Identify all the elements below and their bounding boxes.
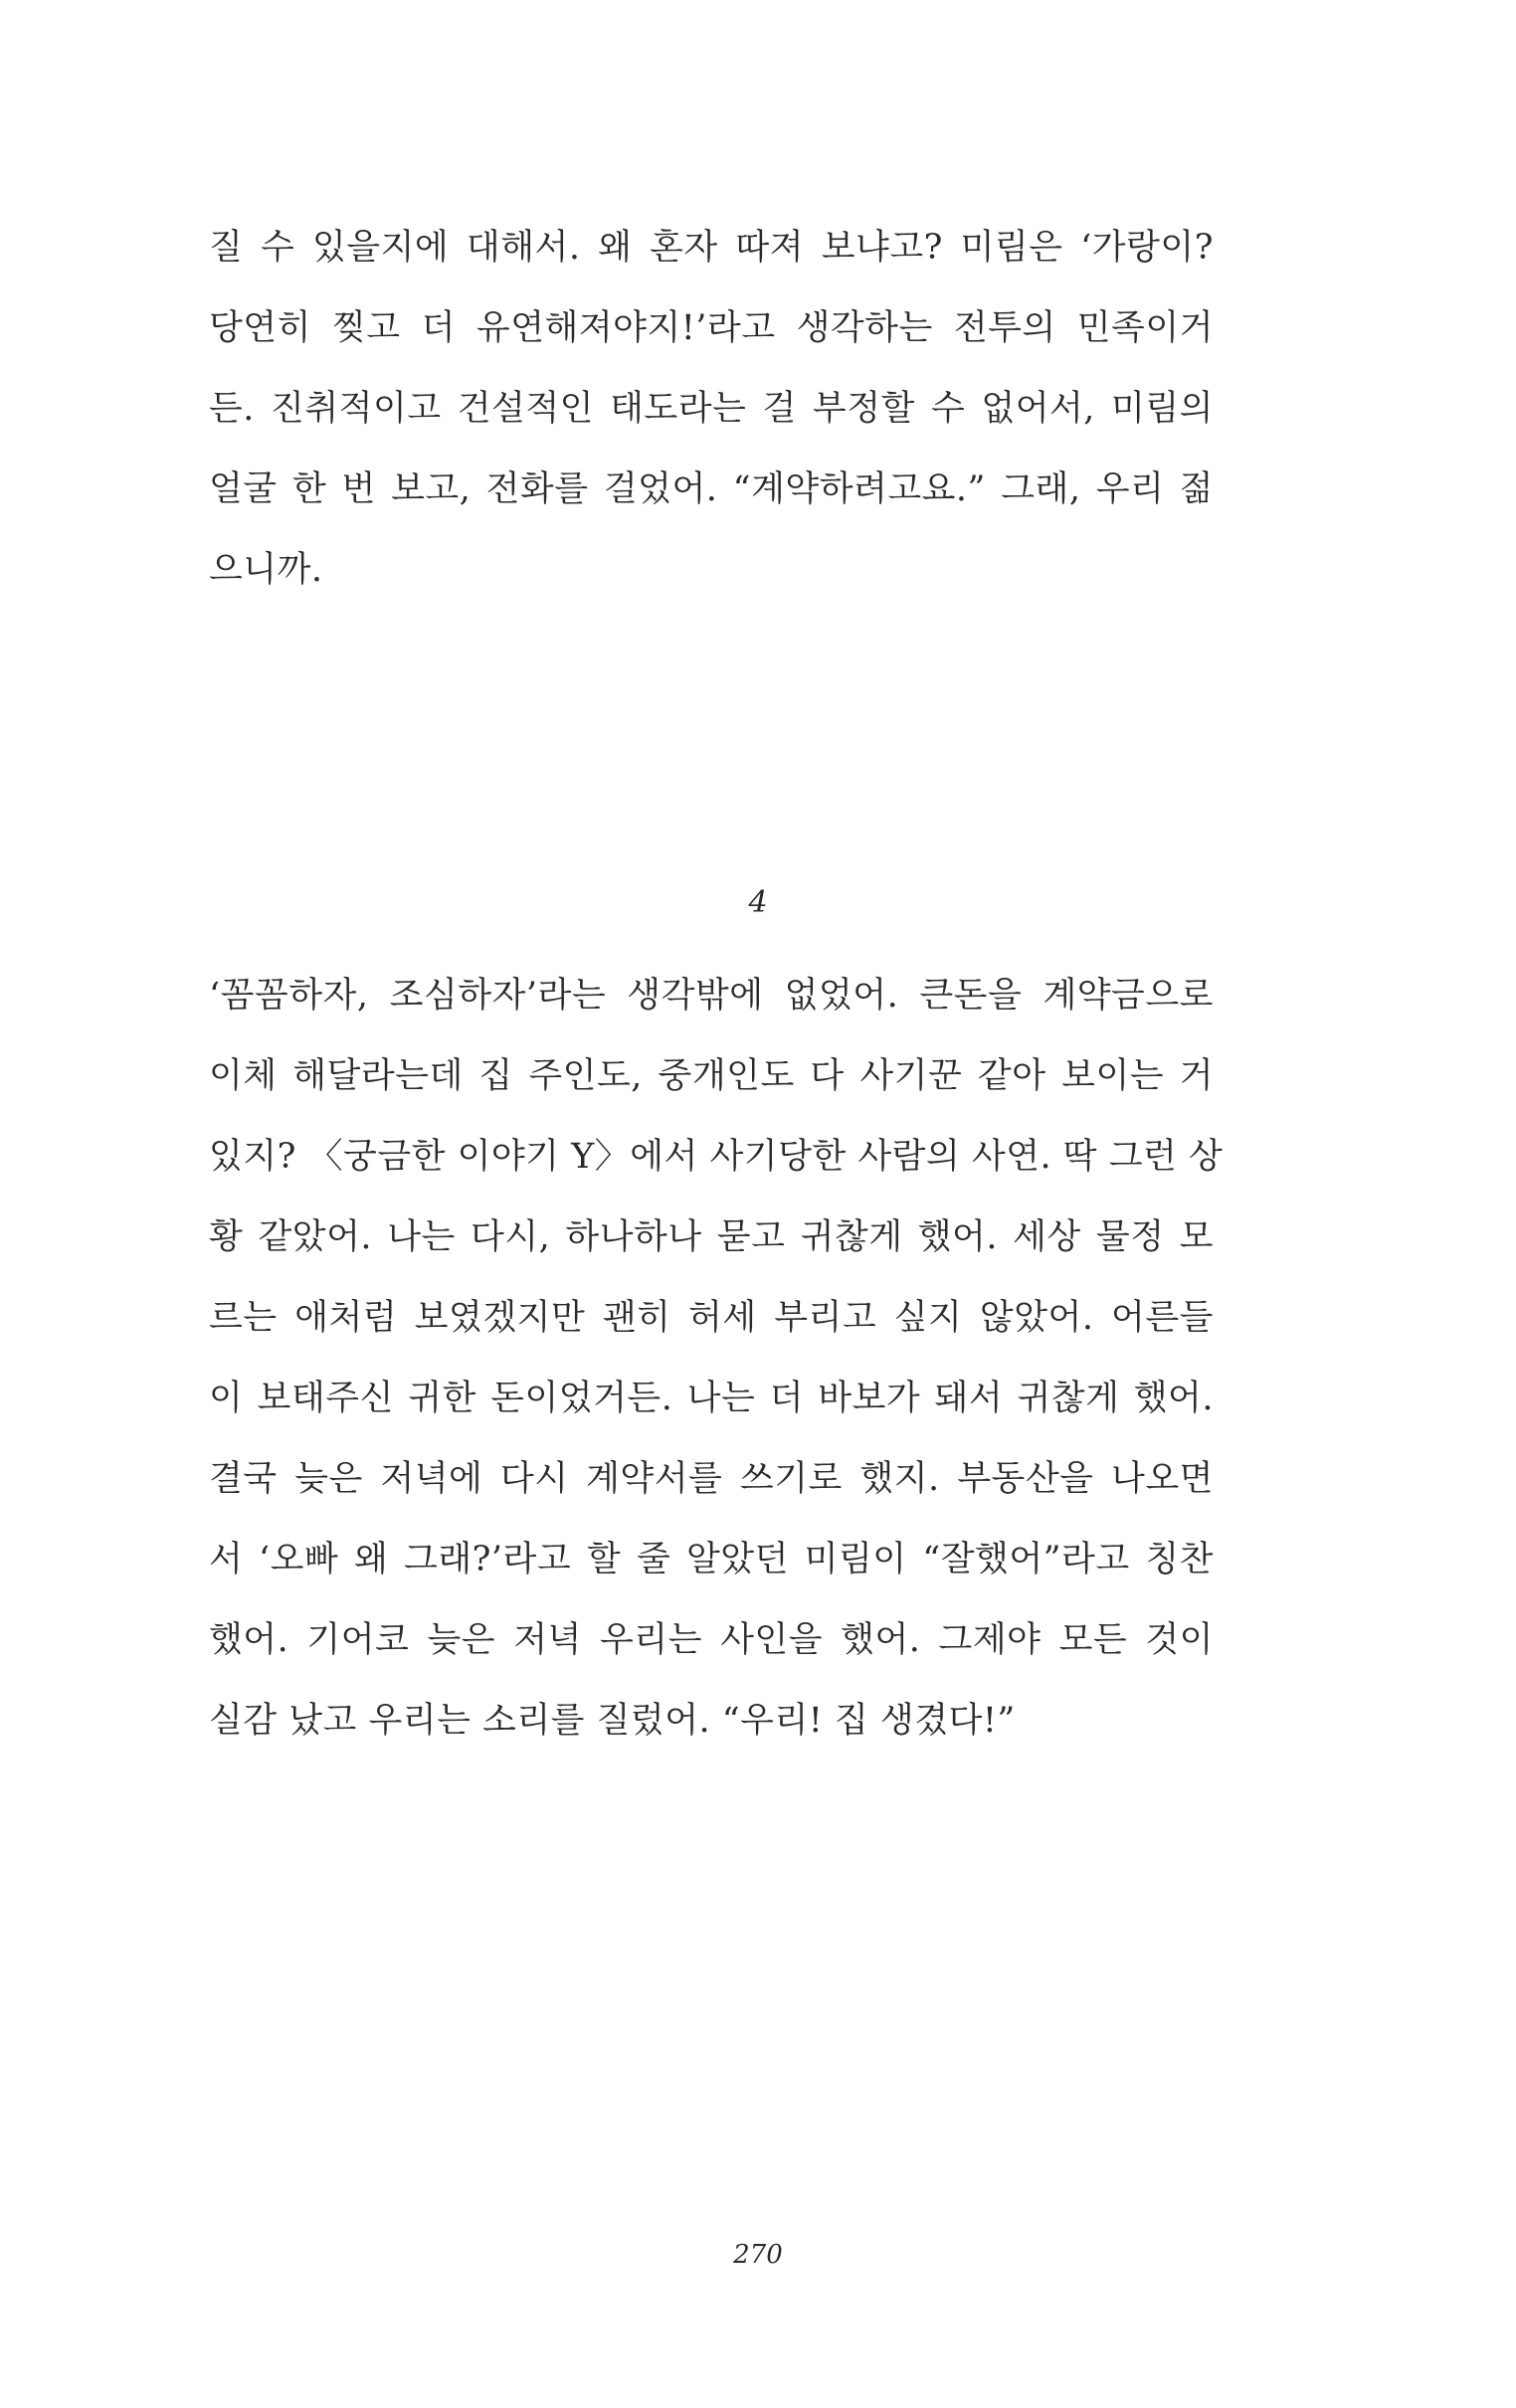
text-line: 든. 진취적이고 건설적인 태도라는 걸 부정할 수 없어서, 미림의: [209, 389, 1214, 429]
text-line: 했어. 기어코 늦은 저녁 우리는 사인을 했어. 그제야 모든 것이: [209, 1620, 1214, 1660]
text-line: 얼굴 한 번 보고, 전화를 걸었어. “계약하려고요.” 그래, 우리 젊: [209, 469, 1214, 509]
text-line: 으니까.: [209, 550, 323, 590]
text-line: 이체 해달라는데 집 주인도, 중개인도 다 사기꾼 같아 보이는 거: [209, 1056, 1214, 1096]
text-line: 실감 났고 우리는 소리를 질렀어. “우리! 집 생겼다!”: [209, 1701, 1016, 1741]
text-line: 결국 늦은 저녁에 다시 계약서를 쓰기로 했지. 부동산을 나오면: [209, 1459, 1214, 1499]
text-line: 있지? 〈궁금한 이야기 Y〉에서 사기당한 사람의 사연. 딱 그런 상: [209, 1137, 1224, 1177]
text-line: ‘꼼꼼하자, 조심하자’라는 생각밖에 없었어. 큰돈을 계약금으로: [209, 976, 1214, 1016]
text-line: 황 같았어. 나는 다시, 하나하나 묻고 귀찮게 했어. 세상 물정 모: [209, 1217, 1214, 1257]
text-line: 질 수 있을지에 대해서. 왜 혼자 따져 보냐고? 미림은 ‘가랑이?: [209, 228, 1214, 268]
text-line: 당연히 찢고 더 유연해져야지!’라고 생각하는 전투의 민족이거: [209, 308, 1214, 348]
text-line: 르는 애처럼 보였겠지만 괜히 허세 부리고 싶지 않았어. 어른들: [209, 1298, 1214, 1338]
text-line: 서 ‘오빠 왜 그래?’라고 할 줄 알았던 미림이 “잘했어”라고 칭찬: [209, 1540, 1214, 1579]
text-line: 이 보태주신 귀한 돈이었거든. 나는 더 바보가 돼서 귀찮게 했어.: [209, 1379, 1214, 1418]
page-number: 270: [733, 2240, 783, 2270]
paragraph-1: [209, 208, 1214, 611]
section-number: 4: [748, 885, 768, 920]
paragraph-2: [209, 956, 1224, 1761]
